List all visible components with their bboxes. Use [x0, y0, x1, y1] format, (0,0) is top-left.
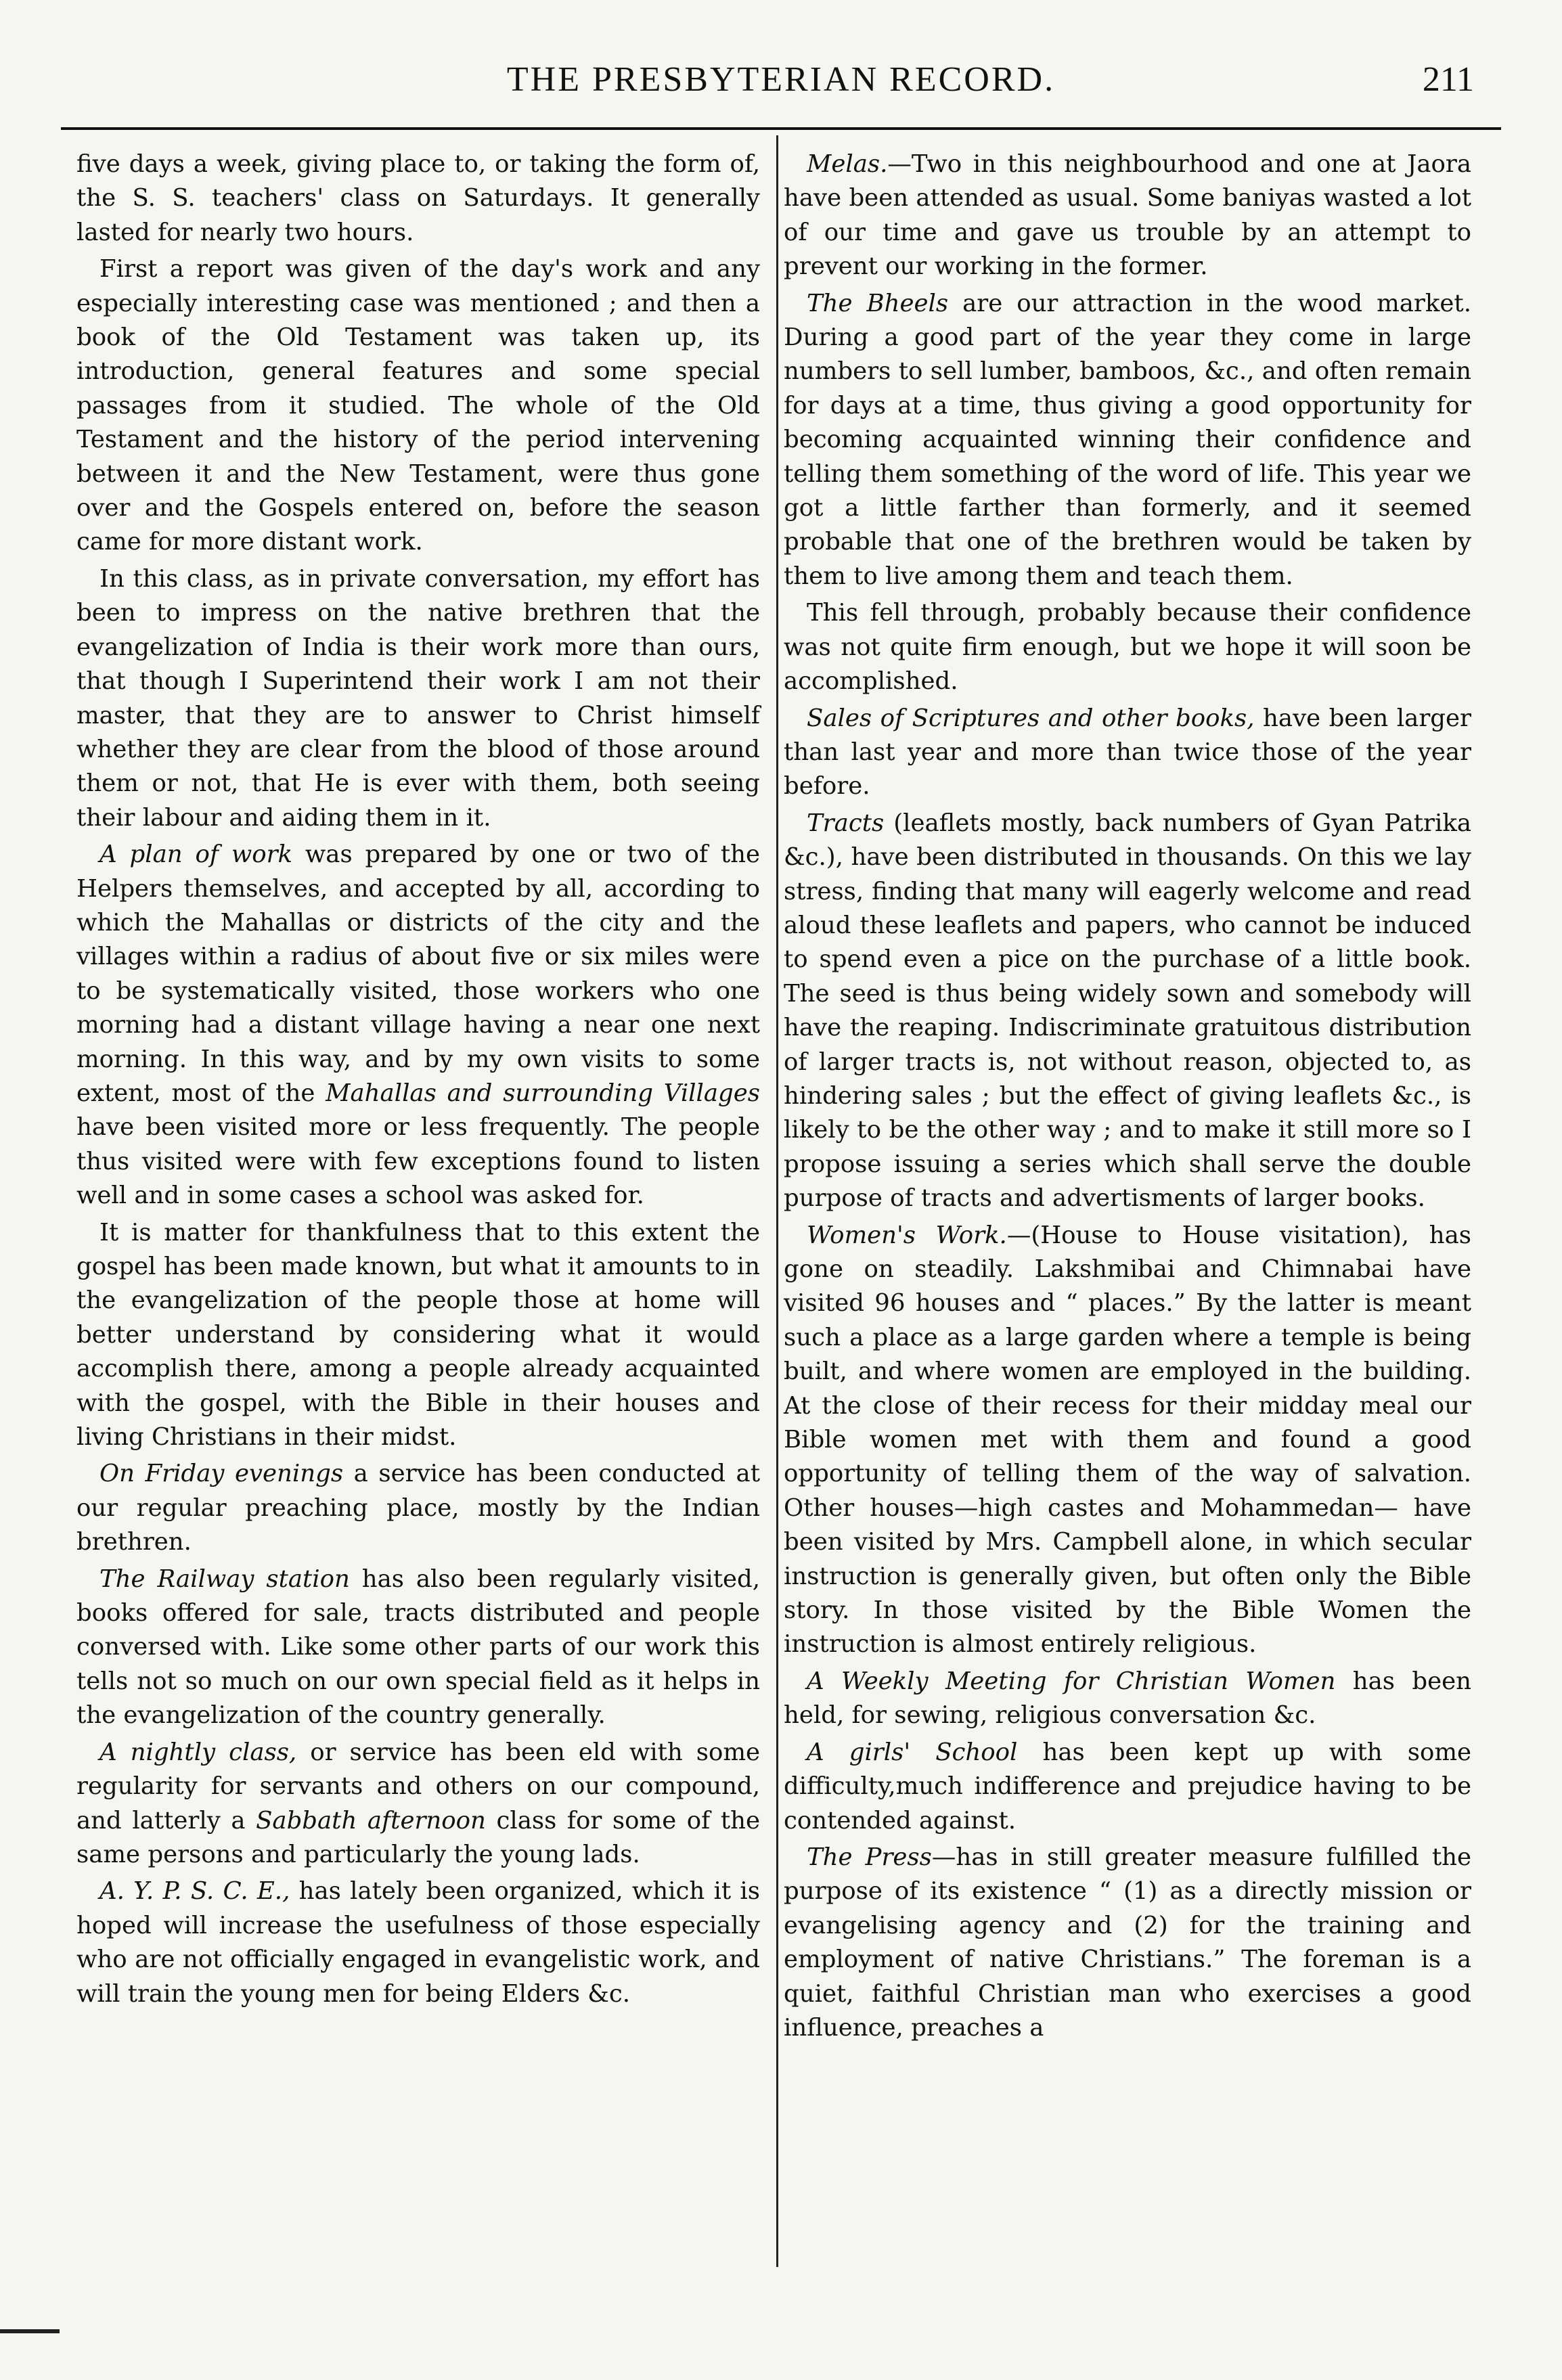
column-divider — [776, 135, 778, 2267]
running-header — [61, 60, 1501, 114]
paragraph: The Railway station has also been regularly visited, books offered for sale, tracts distributed and people conversed with. Like some other parts of our work this tells not so much on our own special field as it helps in the evangelization of the country generally. — [76, 1565, 760, 1730]
paragraph: The Press—has in still greater measure fulfilled the purpose of its existence “ (1) as a directly mission or evangelising agency and (2) for the training and employment of native Christians.” The foreman is a quiet, faithful Christian man who exercises a good influence, preaches a — [784, 1843, 1471, 2042]
paragraph: Tracts (leaflets mostly, back numbers of Gyan Patrika &c.), have been distributed in thousands. On this we lay stress, finding that many will eagerly welcome and read aloud these leaflets and papers, who cannot be induced to spend even a pice on the purchase of a little book. The seed is thus being widely sown and somebody will have the reaping. Indiscriminate gratuitous distribution of larger tracts is, not without reason, objected to, as hindering sales ; but the effect of giving leaflets &c., is likely to be the other way ; and to make it still more so I propose issuing a series which shall serve the double purpose of tracts and advertisments of larger books. — [784, 809, 1471, 1213]
paragraph: The Bheels are our attraction in the wood market. During a good part of the year they come in large numbers to sell lumber, bamboos, &c., and often remain for days at a time, thus giving a good opportunity for becoming acquainted winning their confidence and telling them something of the word of life. This year we got a little farther than formerly, and it seemed probable that one of the brethren would be taken by them to live among them and teach them. — [784, 289, 1471, 590]
paragraph: A. Y. P. S. C. E., has lately been organized, which it is hoped will increase the usefulness of those especially who are not officially engaged in evangelistic work, and will train the young men for being Elders &c. — [76, 1877, 760, 2008]
paragraph: five days a week, giving place to, or taking the form of, the S. S. teachers' class on Saturdays. It generally lasted for nearly two hours. — [76, 150, 760, 246]
paragraph: A Weekly Meeting for Christian Women has been held, for sewing, religious conversation &c. — [784, 1667, 1472, 1730]
page-number: 211 — [1422, 60, 1474, 99]
header-rule — [61, 127, 1501, 130]
left-column — [76, 148, 760, 2014]
journal-title: THE PRESBYTERIAN RECORD. — [506, 60, 1056, 99]
paragraph: It is matter for thankfulness that to this extent the gospel has been made known, but what it amounts to in the evangelization of the people those at home will better understand by considering what it would accomplish there, among a people already acquainted with the gospel, with the Bible in their houses and living Christians in their midst. — [76, 1218, 760, 1452]
paragraph: A plan of work was prepared by one or two of the Helpers themselves, and accepted by all, according to which the Mahallas or districts of the city and the villages within a radius of about five or six miles were to be systematically visited, those workers who one morning had a distant village having a near one next morning. In this way, and by my own visits to some extent, most of the Mahallas and surrounding Villages have been visited more or less frequently. The people thus visited were with few exceptions found to listen well and in some cases a school was asked for. — [76, 840, 760, 1210]
paragraph: A nightly class, or service has been eld with some regularity for servants and others on our compound, and latterly a Sabbath afternoon class for some of the same persons and particularly the young lads. — [76, 1738, 761, 1868]
right-column — [784, 148, 1471, 2048]
paragraph: This fell through, probably because their confidence was not quite firm enough, but we hope it will soon be accomplished. — [784, 599, 1471, 696]
paragraph: In this class, as in private conversation, my effort has been to impress on the native brethren that the evangelization of India is their work more than ours, that though I Superintend their work I am not their master, that they are to answer to Christ himself whether they are clear from the blood of those around them or not, that He is ever with them, both seeing their labour and aiding them in it. — [76, 564, 760, 832]
paragraph: A girls' School has been kept up with some difficulty,much indifference and prejudice having to be contended against. — [784, 1738, 1472, 1835]
paragraph: Women's Work.—(House to House visitation), has gone on steadily. Lakshmibai and Chimnabai have visited 96 houses and “ places.” By the latter is meant such a place as a large garden where a temple is being built, and where women are employed in the building. At the close of their recess for their midday meal our Bible women met with them and found a good opportunity of telling them of the way of salvation. Other houses—high castes and Mohammedan— have been visited by Mrs. Campbell alone, in which secular instruction is generally given, but often only the Bible story. In those visited by the Bible Women the instruction is almost entirely religious. — [784, 1221, 1472, 1659]
paragraph: Melas.—Two in this neighbourhood and one at Jaora have been attended as usual. Some baniyas wasted a lot of our time and gave us trouble by an attempt to prevent our working in the former. — [784, 150, 1471, 281]
margin-mark — [0, 2329, 60, 2333]
paragraph: First a report was given of the day's work and any especially interesting case was mentioned ; and then a book of the Old Testament was taken up, its introduction, general features and some special passages from it studied. The whole of the Old Testament and the history of the period intervening between it and the New Testament, were thus gone over and the Gospels entered on, before the season came for more distant work. — [76, 255, 760, 556]
paragraph: Sales of Scriptures and other books, have been larger than last year and more than twice those of the year before. — [784, 704, 1471, 801]
paragraph: On Friday evenings a service has been conducted at our regular preaching place, mostly by the Indian brethren. — [76, 1460, 760, 1556]
